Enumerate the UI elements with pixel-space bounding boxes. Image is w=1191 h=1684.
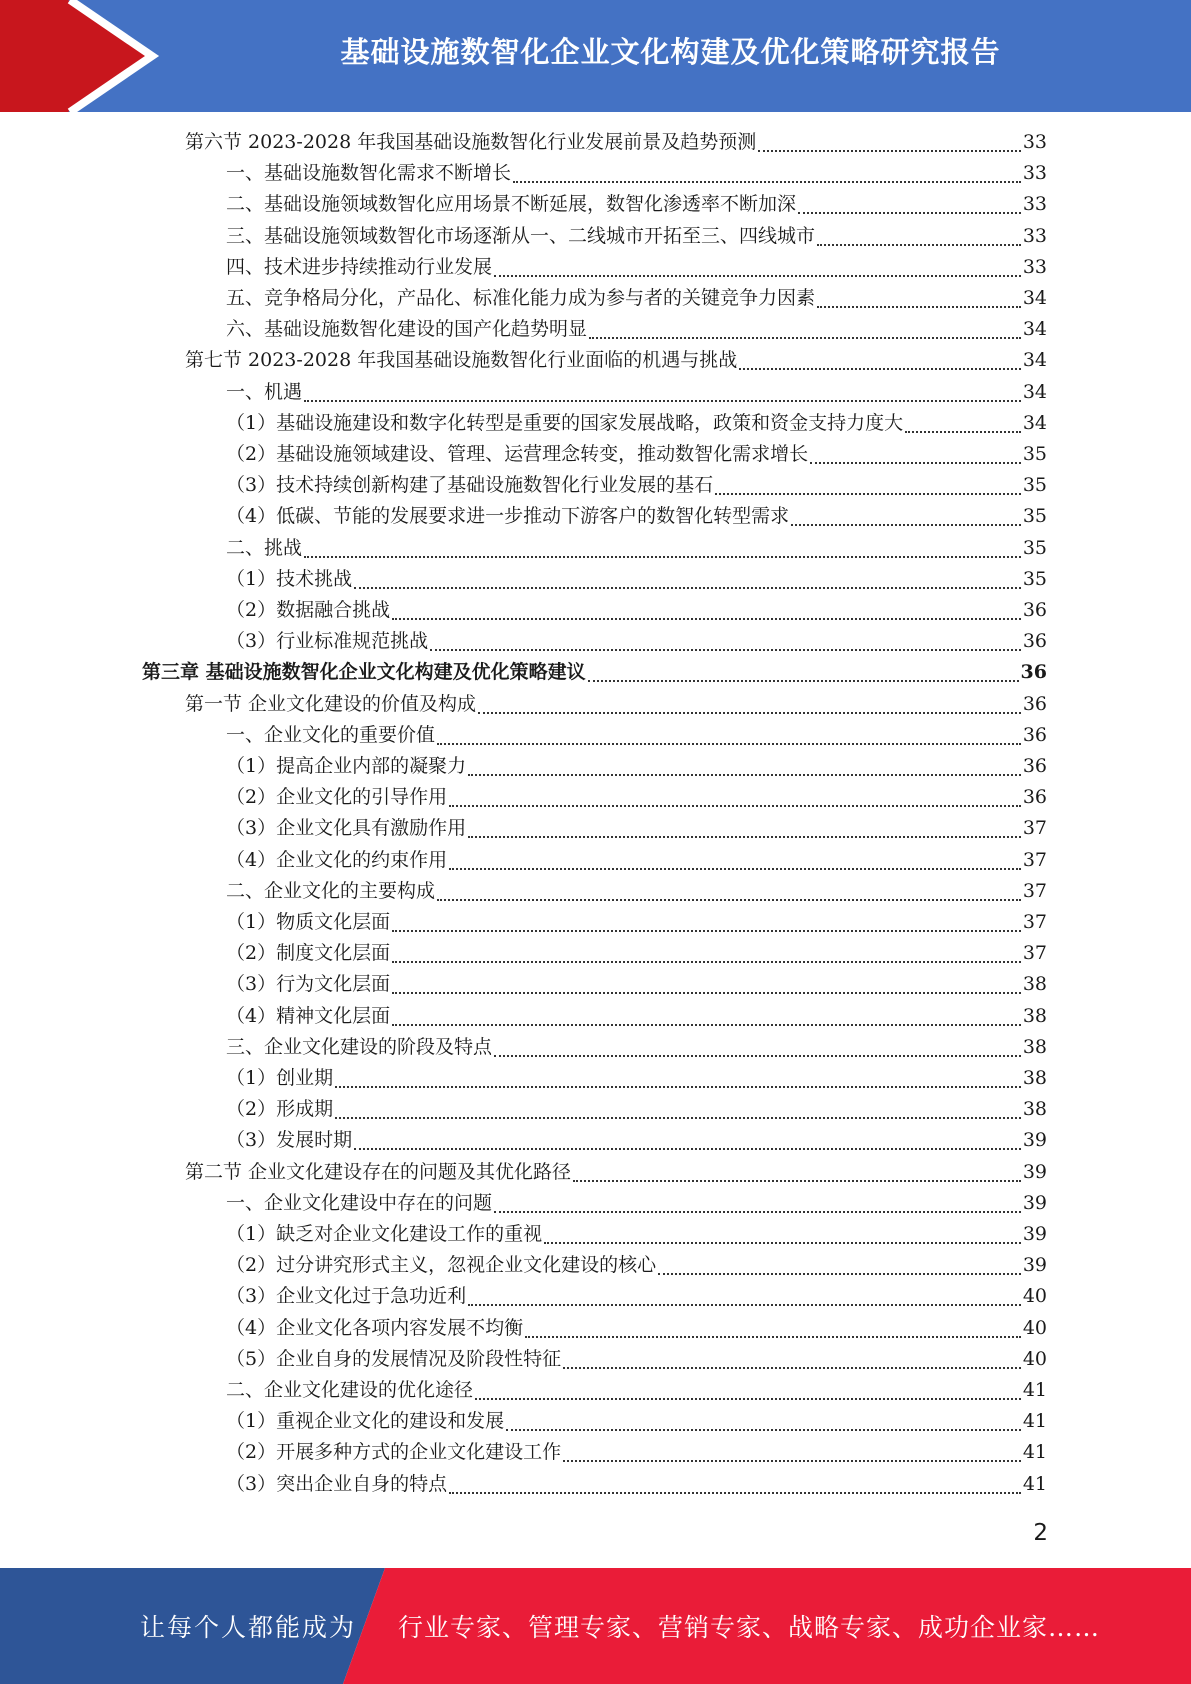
toc-leader-dots	[506, 1428, 1021, 1431]
toc-entry-title: （1）提高企业内部的凝聚力	[226, 755, 467, 777]
toc-entry-title: 二、企业文化的主要构成	[226, 879, 436, 902]
toc-entry[interactable]	[226, 283, 1047, 314]
toc-leader-dots	[589, 336, 1021, 339]
toc-entry[interactable]	[226, 720, 1047, 751]
toc-entry-title: 第七节 2023-2028 年我国基础设施数智化行业面临的机遇与挑战	[185, 349, 738, 372]
toc-leader-dots	[494, 1054, 1021, 1057]
toc-entry[interactable]	[185, 345, 1047, 376]
toc-entry-title: 第二节 企业文化建设存在的问题及其优化路径	[185, 1160, 572, 1183]
toc-entry-title: （4）企业文化的约束作用	[226, 848, 448, 871]
toc-entry[interactable]	[226, 564, 1047, 595]
footer-slogan-right: 行业专家、管理专家、营销专家、战略专家、成功企业家……	[398, 1613, 1101, 1642]
toc-entry-title: （3）行为文化层面	[226, 973, 391, 996]
toc-leader-dots	[437, 898, 1021, 901]
toc-entry[interactable]	[226, 813, 1047, 844]
toc-leader-dots	[304, 555, 1021, 558]
toc-entry[interactable]	[185, 127, 1047, 158]
toc-leader-dots	[449, 1491, 1021, 1494]
toc-leader-dots	[563, 1366, 1021, 1369]
toc-entry-title: （2）形成期	[226, 1098, 334, 1121]
toc-entry-title: （1）基础设施建设和数字化转型是重要的国家发展战略，政策和资金支持力度大	[226, 411, 904, 434]
toc-entry[interactable]	[226, 1375, 1047, 1406]
toc-entry[interactable]	[226, 1063, 1047, 1094]
toc-leader-dots	[715, 492, 1021, 495]
toc-entry[interactable]	[185, 689, 1047, 720]
toc-entry-title: （3）企业文化过于急功近利	[226, 1285, 467, 1308]
toc-entry-page: 39	[1022, 1129, 1047, 1152]
toc-entry[interactable]	[226, 470, 1047, 501]
toc-entry-page: 33	[1022, 255, 1047, 278]
toc-entry-page: 37	[1022, 942, 1047, 965]
toc-entry[interactable]	[226, 1469, 1047, 1500]
toc-entry[interactable]	[226, 314, 1047, 345]
toc-leader-dots	[449, 804, 1021, 807]
toc-entry[interactable]	[226, 439, 1047, 470]
toc-entry-title: （2）开展多种方式的企业文化建设工作	[226, 1441, 562, 1464]
toc-leader-dots	[798, 211, 1021, 214]
toc-entry[interactable]	[226, 533, 1047, 564]
toc-leader-dots	[392, 991, 1021, 994]
toc-entry-title: （2）基础设施领域建设、管理、运营理念转变，推动数智化需求增长	[226, 443, 809, 465]
toc-entry[interactable]	[226, 1094, 1047, 1125]
toc-leader-dots	[658, 1272, 1021, 1275]
toc-entry-title: 二、挑战	[226, 536, 303, 559]
toc-entry-title: （2）企业文化的引导作用	[226, 786, 448, 809]
toc-entry[interactable]	[226, 1344, 1047, 1375]
toc-entry[interactable]	[226, 377, 1047, 408]
toc-entry[interactable]	[226, 1219, 1047, 1250]
toc-entry[interactable]	[226, 501, 1047, 532]
toc-leader-dots	[544, 1241, 1021, 1244]
toc-entry-title: （3）行业标准规范挑战	[226, 630, 429, 653]
toc-entry-page: 37	[1022, 848, 1047, 871]
toc-entry[interactable]	[226, 1001, 1047, 1032]
toc-entry-page: 33	[1022, 224, 1047, 247]
toc-entry[interactable]	[226, 1281, 1047, 1312]
toc-leader-dots	[475, 1397, 1021, 1400]
toc-entry[interactable]	[226, 782, 1047, 813]
toc-leader-dots	[758, 149, 1021, 152]
toc-entry-page: 38	[1022, 1004, 1047, 1027]
footer-slogan-left: 让每个人都能成为	[140, 1613, 357, 1642]
toc-leader-dots	[304, 399, 1021, 402]
toc-entry[interactable]	[226, 408, 1047, 439]
toc-entry[interactable]	[226, 1437, 1047, 1468]
toc-entry[interactable]	[226, 1125, 1047, 1156]
toc-entry-page: 34	[1022, 318, 1047, 341]
toc-entry-page: 37	[1022, 817, 1047, 840]
toc-leader-dots	[494, 1210, 1021, 1213]
toc-entry-page: 33	[1022, 162, 1047, 185]
toc-entry-title: （4）精神文化层面	[226, 1004, 391, 1027]
toc-entry-title: 一、机遇	[226, 380, 303, 403]
toc-leader-dots	[494, 274, 1021, 277]
page-number: 2	[1033, 1520, 1048, 1546]
toc-entry-page: 36	[1022, 755, 1047, 777]
toc-entry-page: 37	[1022, 911, 1047, 933]
toc-entry-title: 五、竞争格局分化，产品化、标准化能力成为参与者的关键竞争力因素	[226, 287, 816, 309]
toc-entry-title: 第一节 企业文化建设的价值及构成	[185, 692, 477, 715]
toc-entry[interactable]	[226, 1188, 1047, 1219]
toc-entry-title: 二、企业文化建设的优化途径	[226, 1379, 474, 1401]
toc-entry-title: （1）重视企业文化的建设和发展	[226, 1410, 505, 1433]
toc-leader-dots	[573, 1179, 1021, 1182]
toc-leader-dots	[335, 1116, 1021, 1119]
chevron-decoration-icon	[0, 0, 160, 112]
toc-entry-title: （2）制度文化层面	[226, 942, 391, 965]
toc-leader-dots	[817, 305, 1021, 308]
toc-leader-dots	[354, 586, 1021, 589]
toc-entry-title: （3）突出企业自身的特点	[226, 1472, 448, 1495]
toc-entry[interactable]	[226, 1032, 1047, 1063]
toc-leader-dots	[430, 648, 1021, 651]
toc-entry[interactable]	[226, 751, 1047, 782]
toc-entry-title: （1）技术挑战	[226, 567, 353, 590]
toc-entry-page: 39	[1022, 1223, 1047, 1245]
toc-entry-title: （5）企业自身的发展情况及阶段性特征	[226, 1347, 562, 1370]
toc-entry-page: 36	[1022, 599, 1047, 621]
toc-entry-page: 41	[1022, 1379, 1047, 1401]
toc-leader-dots	[478, 711, 1021, 714]
toc-entry-page: 33	[1022, 131, 1047, 153]
toc-leader-dots	[335, 1085, 1021, 1088]
toc-leader-dots	[739, 367, 1021, 370]
toc-entry-page: 39	[1022, 1254, 1047, 1277]
toc-entry-page: 41	[1022, 1410, 1047, 1433]
toc-entry-page: 39	[1022, 1191, 1047, 1214]
toc-entry[interactable]	[226, 938, 1047, 969]
toc-entry-title: （2）数据融合挑战	[226, 599, 391, 621]
toc-leader-dots	[468, 773, 1021, 776]
toc-entry-page: 34	[1022, 349, 1047, 372]
toc-entry-title: 第六节 2023-2028 年我国基础设施数智化行业发展前景及趋势预测	[185, 131, 757, 153]
toc-entry-page: 39	[1022, 1160, 1047, 1183]
toc-entry-page: 35	[1022, 536, 1047, 559]
toc-entry[interactable]	[226, 845, 1047, 876]
report-title: 基础设施数智化企业文化构建及优化策略研究报告	[340, 35, 1001, 69]
toc-entry[interactable]	[226, 252, 1047, 283]
toc-leader-dots	[810, 461, 1021, 464]
toc-entry-page: 38	[1022, 973, 1047, 996]
toc-entry-title: 六、基础设施数智化建设的国产化趋势明显	[226, 318, 588, 341]
toc-leader-dots	[791, 523, 1021, 526]
toc-entry-title: （4）企业文化各项内容发展不均衡	[226, 1316, 524, 1339]
toc-leader-dots	[437, 742, 1021, 745]
toc-entry-title: 三、企业文化建设的阶段及特点	[226, 1035, 493, 1058]
toc-entry-page: 36	[1022, 630, 1047, 653]
toc-leader-dots	[563, 1459, 1021, 1462]
toc-entry-title: （2）过分讲究形式主义，忽视企业文化建设的核心	[226, 1254, 657, 1277]
toc-entry-page: 41	[1022, 1472, 1047, 1495]
toc-entry-title: 三、基础设施领域数智化市场逐渐从一、二线城市开拓至三、四线城市	[226, 224, 816, 247]
toc-leader-dots	[392, 960, 1021, 963]
toc-entry[interactable]	[226, 1250, 1047, 1281]
toc-leader-dots	[392, 929, 1021, 932]
toc-entry[interactable]	[142, 657, 1047, 688]
toc-entry[interactable]	[226, 189, 1047, 220]
toc-entry-page: 35	[1022, 505, 1047, 528]
toc-entry-page: 36	[1022, 692, 1047, 715]
toc-entry-page: 40	[1022, 1347, 1047, 1370]
toc-leader-dots	[392, 617, 1021, 620]
page-footer	[0, 1568, 1191, 1684]
toc-entry-title: （1）缺乏对企业文化建设工作的重视	[226, 1223, 543, 1245]
toc-entry-page: 38	[1022, 1067, 1047, 1089]
toc-entry-title: （3）发展时期	[226, 1129, 353, 1152]
toc-entry[interactable]	[226, 221, 1047, 252]
toc-entry-title: （1）物质文化层面	[226, 911, 391, 933]
toc-entry[interactable]	[226, 969, 1047, 1000]
toc-entry[interactable]	[185, 1157, 1047, 1188]
toc-entry-title: 一、企业文化的重要价值	[226, 723, 436, 746]
toc-leader-dots	[468, 835, 1021, 838]
toc-entry-page: 41	[1022, 1441, 1047, 1464]
toc-leader-dots	[449, 867, 1021, 870]
toc-leader-dots	[525, 1335, 1021, 1338]
toc-entry-title: 一、基础设施数智化需求不断增长	[226, 162, 512, 185]
toc-entry-page: 34	[1022, 380, 1047, 403]
toc-entry-title: （3）企业文化具有激励作用	[226, 817, 467, 840]
toc-entry-page: 33	[1022, 193, 1047, 216]
toc-entry-page: 36	[1022, 786, 1047, 809]
page-header	[0, 0, 1191, 112]
toc-leader-dots	[513, 180, 1021, 183]
toc-entry-page: 35	[1022, 474, 1047, 497]
toc-entry-page: 38	[1022, 1035, 1047, 1058]
toc-leader-dots	[468, 1303, 1021, 1306]
toc-entry-page: 34	[1022, 287, 1047, 309]
toc-entry[interactable]	[226, 1313, 1047, 1344]
toc-entry-page: 40	[1022, 1285, 1047, 1308]
toc-entry-title: 四、技术进步持续推动行业发展	[226, 255, 493, 278]
toc-entry-page: 36	[1020, 661, 1047, 684]
toc-entry-page: 40	[1022, 1316, 1047, 1339]
toc-leader-dots	[588, 679, 1019, 682]
toc-entry-title: 第三章 基础设施数智化企业文化构建及优化策略建议	[142, 661, 586, 684]
toc-leader-dots	[392, 1023, 1021, 1026]
toc-entry[interactable]	[226, 876, 1047, 907]
toc-entry[interactable]	[226, 158, 1047, 189]
toc-entry[interactable]	[226, 626, 1047, 657]
toc-entry-title: 一、企业文化建设中存在的问题	[226, 1191, 493, 1214]
toc-entry-page: 35	[1022, 443, 1047, 465]
toc-entry-title: 二、基础设施领域数智化应用场景不断延展，数智化渗透率不断加深	[226, 193, 797, 216]
toc-entry[interactable]	[226, 595, 1047, 626]
toc-entry-page: 34	[1022, 411, 1047, 434]
toc-entry-title: （4）低碳、节能的发展要求进一步推动下游客户的数智化转型需求	[226, 505, 790, 528]
toc-entry-title: （1）创业期	[226, 1067, 334, 1089]
toc-entry[interactable]	[226, 1406, 1047, 1437]
toc-entry-page: 38	[1022, 1098, 1047, 1121]
toc-entry-page: 37	[1022, 879, 1047, 902]
toc-entry[interactable]	[226, 907, 1047, 938]
toc-entry-title: （3）技术持续创新构建了基础设施数智化行业发展的基石	[226, 474, 714, 497]
toc-leader-dots	[905, 430, 1021, 433]
toc-leader-dots	[354, 1147, 1021, 1150]
toc-leader-dots	[817, 243, 1021, 246]
toc-entry-page: 36	[1022, 723, 1047, 746]
toc-entry-page: 35	[1022, 567, 1047, 590]
